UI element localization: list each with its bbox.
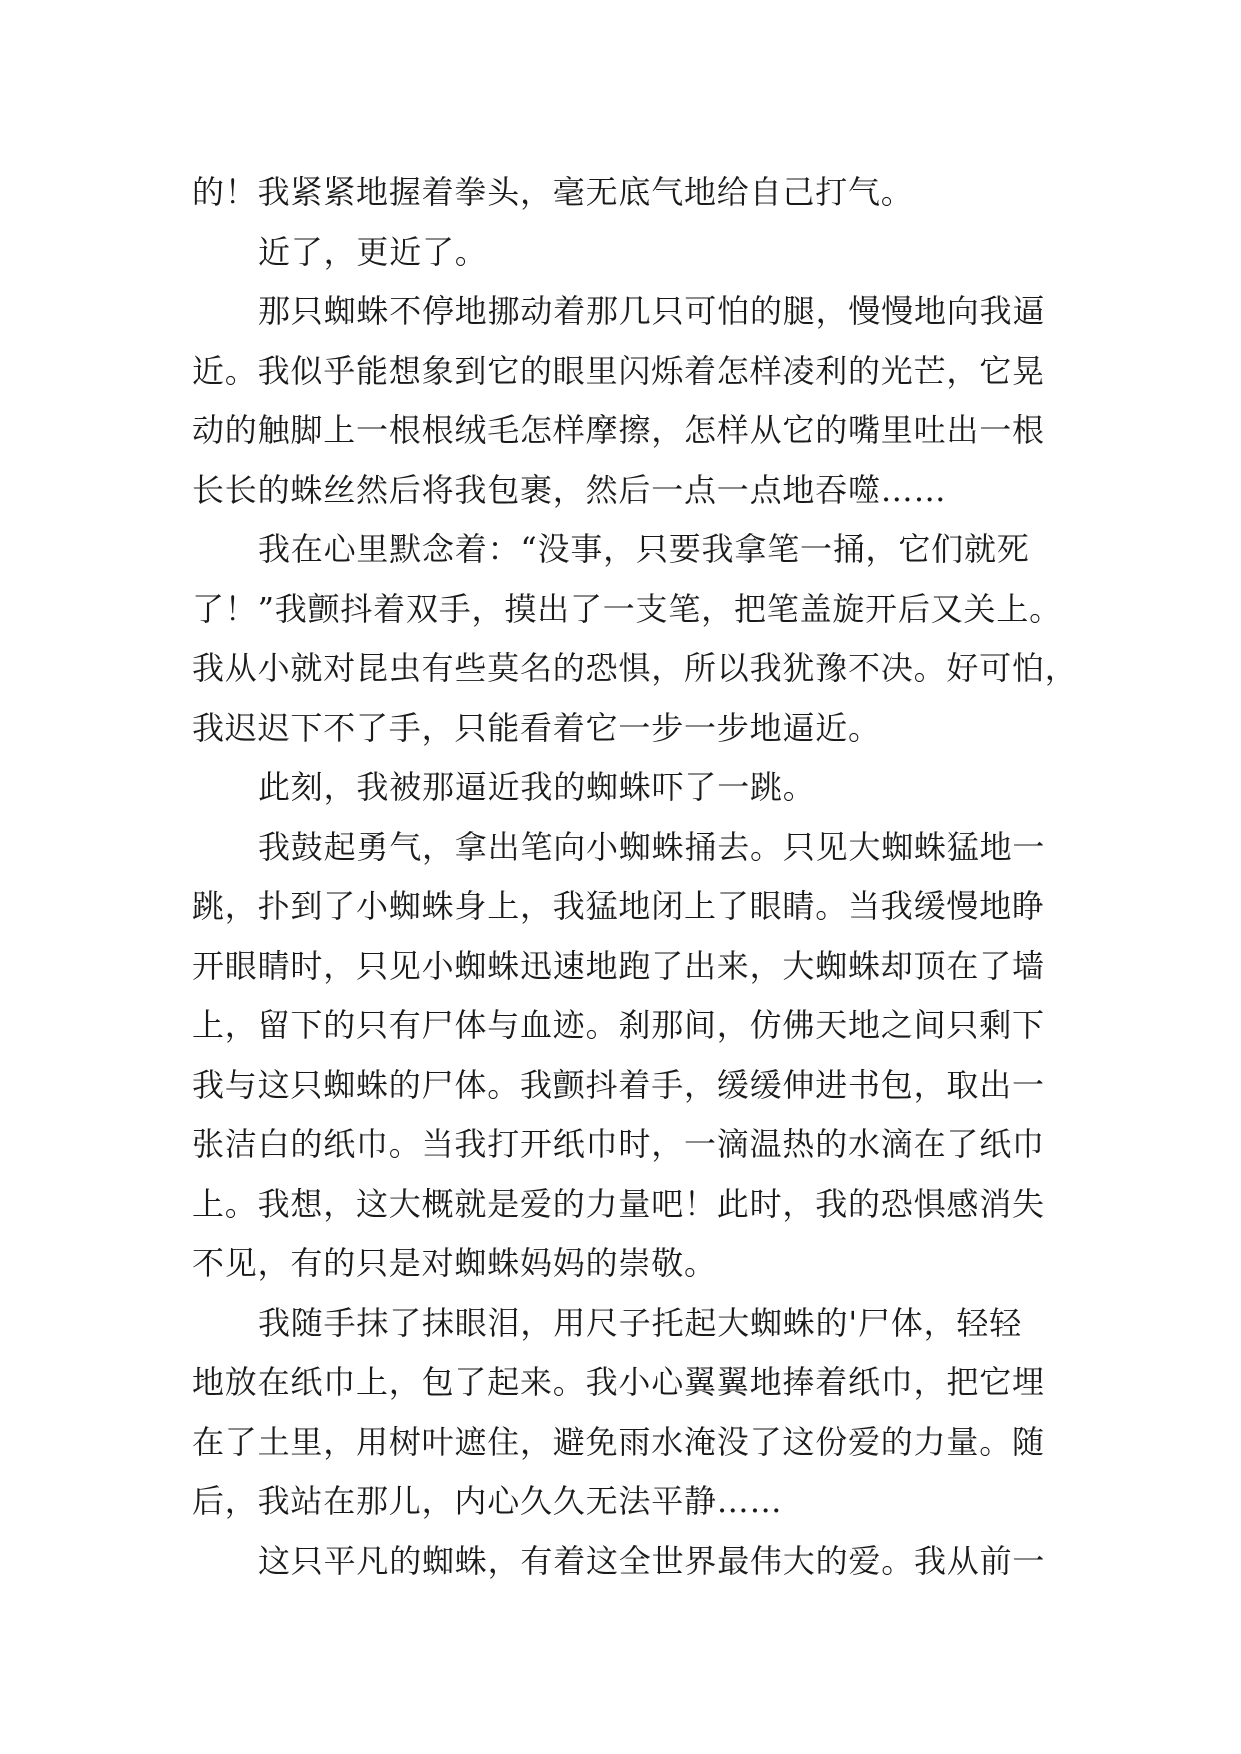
text-line: 那只蜘蛛不停地挪动着那几只可怕的腿，慢慢地向我逼 — [258, 292, 1046, 330]
text-line: 长长的蛛丝然后将我包裹，然后一点一点地吞噬…… — [192, 470, 947, 509]
body-text — [192, 163, 1078, 1591]
text-line: 我与这只蜘蛛的尸体。我颤抖着手，缓缓伸进书包，取出一 — [192, 1065, 1045, 1104]
text-line: 上，留下的只有尸体与血迹。刹那间，仿佛天地之间只剩下 — [192, 1006, 1045, 1044]
text-line: 张洁白的纸巾。当我打开纸巾时，一滴温热的水滴在了纸巾 — [192, 1125, 1045, 1163]
text-line: 的！我紧紧地握着拳头，毫无底气地给自己打气。 — [192, 173, 914, 211]
text-line: 近。我似乎能想象到它的眼里闪烁着怎样凌利的光芒，它晃 — [192, 351, 1045, 390]
text-line: 近了，更近了。 — [258, 232, 488, 271]
text-line: 了！”我颤抖着双手，摸出了一支笔，把笔盖旋开后又关上。 — [192, 589, 1062, 628]
text-line: 开眼睛时，只见小蜘蛛迅速地跑了出来，大蜘蛛却顶在了墙 — [192, 946, 1045, 985]
text-line: 在了土里，用树叶遮住，避免雨水淹没了这份爱的力量。随 — [192, 1422, 1045, 1461]
text-line: 我在心里默念着：“没事，只要我拿笔一捅，它们就死 — [258, 530, 1030, 568]
text-line: 我随手抹了抹眼泪，用尺子托起大蜘蛛的'尸体，轻轻 — [258, 1303, 1022, 1342]
text-line: 上。我想，这大概就是爱的力量吧！此时，我的恐惧感消失 — [192, 1184, 1045, 1223]
text-line: 地放在纸巾上，包了起来。我小心翼翼地捧着纸巾，把它埋 — [192, 1363, 1045, 1401]
text-line: 此刻，我被那逼近我的蜘蛛吓了一跳。 — [258, 768, 816, 806]
text-line: 跳，扑到了小蜘蛛身上，我猛地闭上了眼睛。当我缓慢地睁 — [192, 887, 1045, 925]
text-line: 我迟迟下不了手，只能看着它一步一步地逼近。 — [192, 708, 881, 747]
text-line: 动的触脚上一根根绒毛怎样摩擦，怎样从它的嘴里吐出一根 — [192, 411, 1045, 449]
text-line: 我从小就对昆虫有些莫名的恐惧，所以我犹豫不决。好可怕， — [192, 649, 1078, 687]
text-line: 我鼓起勇气，拿出笔向小蜘蛛捅去。只见大蜘蛛猛地一 — [258, 827, 1046, 866]
text-line: 后，我站在那儿，内心久久无法平静…… — [192, 1482, 783, 1520]
text-line: 这只平凡的蜘蛛，有着这全世界最伟大的爱。我从前一 — [258, 1541, 1046, 1580]
text-line: 不见，有的只是对蜘蛛妈妈的崇敬。 — [192, 1244, 717, 1282]
